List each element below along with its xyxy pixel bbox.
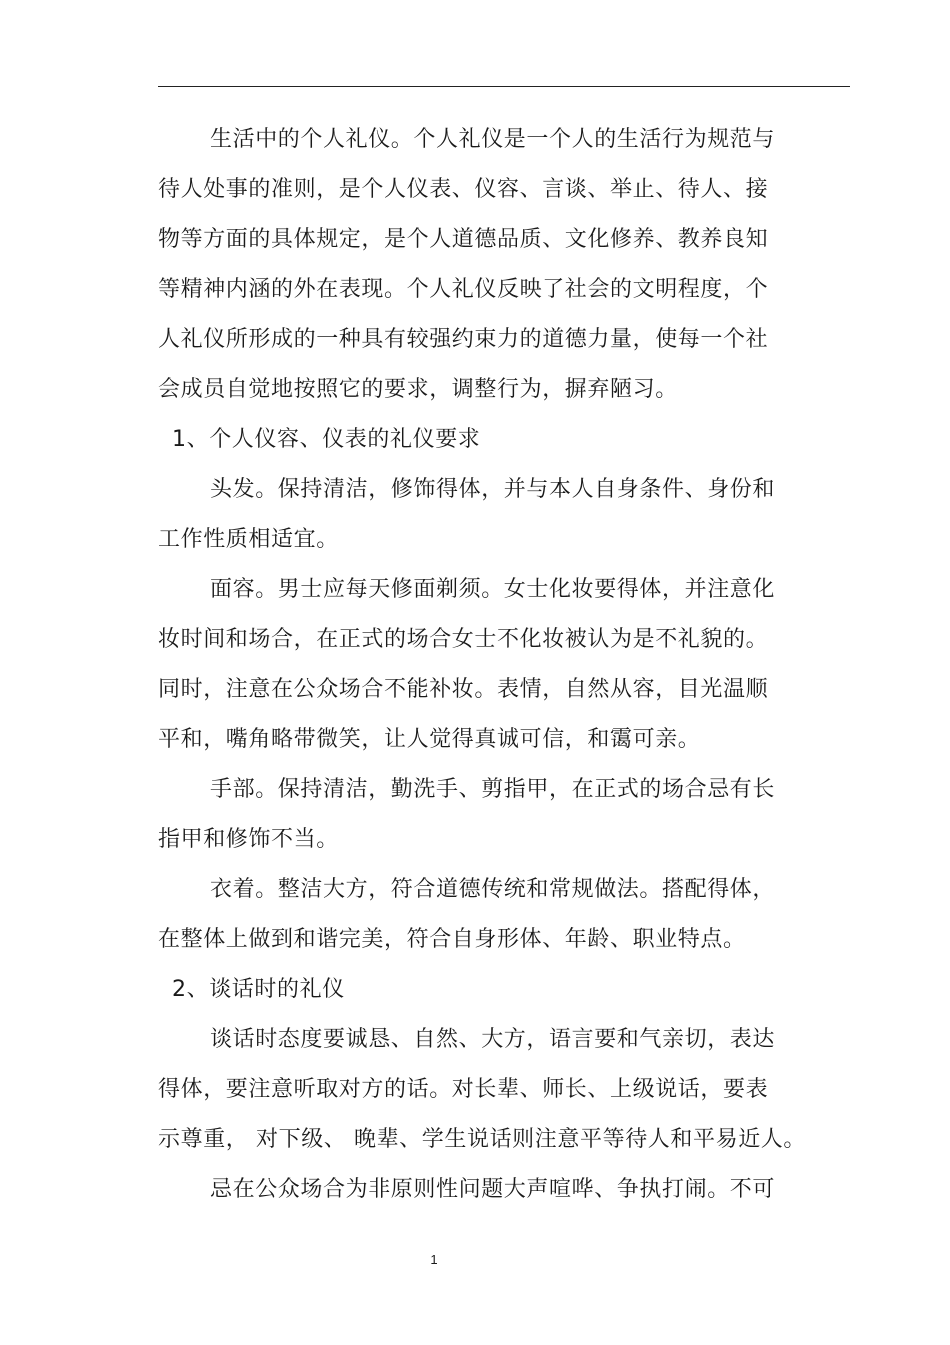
paragraph-line: 等精神内涵的外在表现。个人礼仪反映了社会的文明程度，个 (158, 277, 769, 302)
paragraph-line: 在整体上做到和谐完美，符合自身形体、年龄、职业特点。 (158, 927, 746, 952)
paragraph-line: 妆时间和场合，在正式的场合女士不化妆被认为是不礼貌的。 (158, 627, 769, 652)
paragraph-line: 忌在公众场合为非原则性问题大声喧哗、争执打闹。不可 (210, 1177, 776, 1202)
paragraph-line: 面容。男士应每天修面剃须。女士化妆要得体，并注意化 (210, 577, 776, 602)
paragraph-line: 谈话时态度要诚恳、自然、大方，语言要和气亲切，表达 (210, 1027, 776, 1052)
header-rule (158, 86, 850, 87)
paragraph-line: 头发。保持清洁，修饰得体，并与本人自身条件、身份和 (210, 477, 776, 502)
page-number: 1 (430, 1252, 438, 1267)
section-heading-2: 2、谈话时的礼仪 (172, 977, 345, 1002)
paragraph-line: 待人处事的准则，是个人仪表、仪容、言谈、举止、待人、接 (158, 177, 769, 202)
paragraph-line: 同时，注意在公众场合不能补妆。表情，自然从容，目光温顺 (158, 677, 769, 702)
paragraph-line: 人礼仪所形成的一种具有较强约束力的道德力量，使每一个社 (158, 327, 769, 352)
section-heading-1: 1、个人仪容、仪表的礼仪要求 (172, 427, 481, 452)
paragraph-line: 手部。保持清洁，勤洗手、剪指甲，在正式的场合忌有长 (210, 777, 776, 802)
paragraph-line: 指甲和修饰不当。 (158, 827, 339, 852)
paragraph-line: 物等方面的具体规定，是个人道德品质、文化修养、教养良知 (158, 227, 769, 252)
paragraph-line: 示尊重， 对下级、 晚辈、学生说话则注意平等待人和平易近人。 (158, 1127, 806, 1152)
paragraph-line: 平和，嘴角略带微笑，让人觉得真诚可信，和霭可亲。 (158, 727, 701, 752)
paragraph-line: 会成员自觉地按照它的要求，调整行为，摒弃陋习。 (158, 377, 678, 402)
paragraph-line: 得体，要注意听取对方的话。对长辈、师长、上级说话，要表 (158, 1077, 769, 1102)
paragraph-line: 衣着。整洁大方，符合道德传统和常规做法。搭配得体， (210, 877, 776, 902)
paragraph-line: 工作性质相适宜。 (158, 527, 339, 552)
paragraph-line: 生活中的个人礼仪。个人礼仪是一个人的生活行为规范与 (210, 127, 776, 152)
